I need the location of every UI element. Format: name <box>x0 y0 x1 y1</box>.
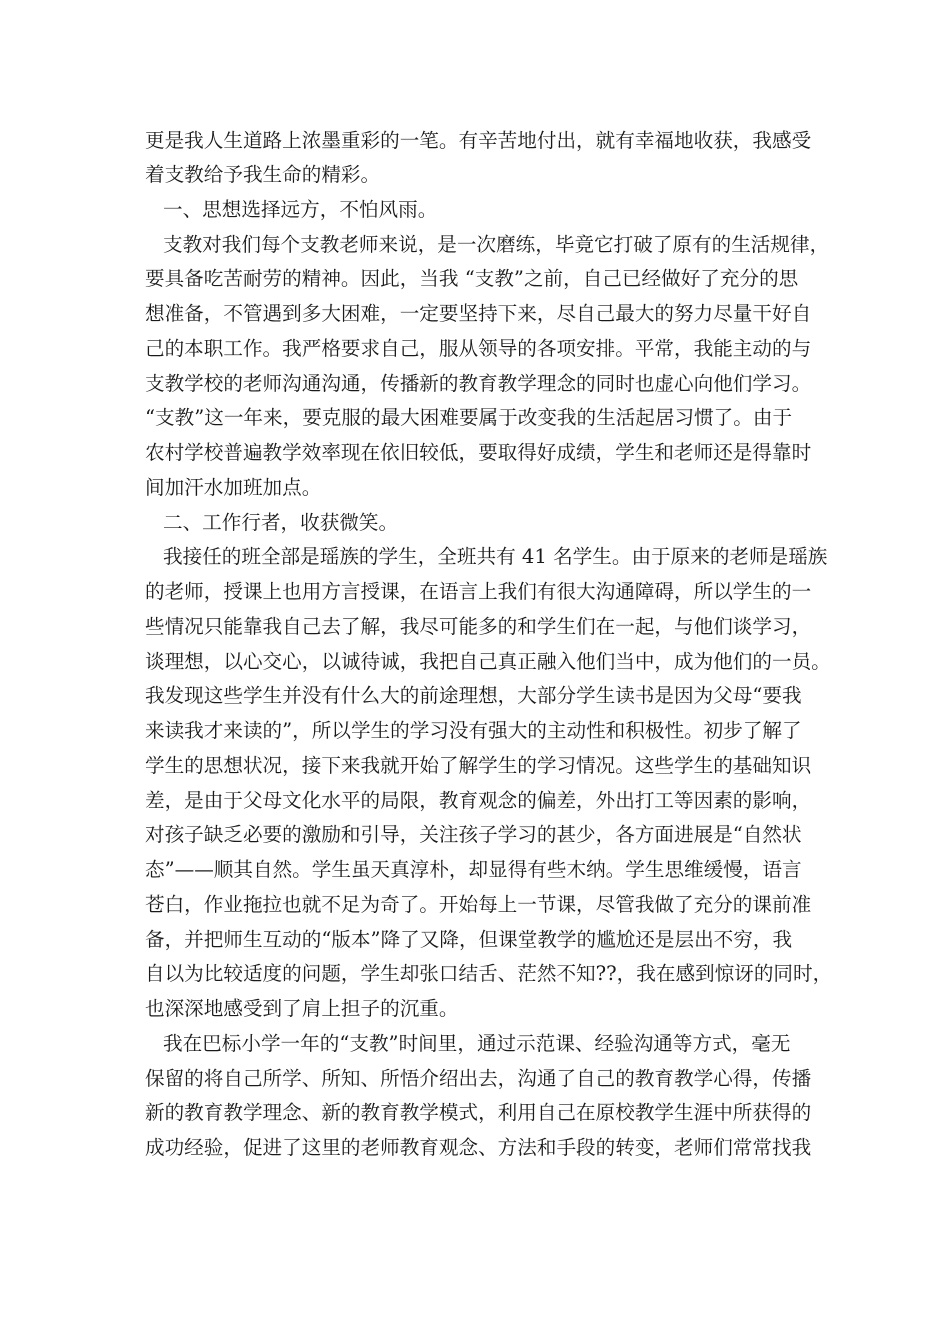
text-line: 我在巴标小学一年的“支教”时间里，通过示范课、经验沟通等方式，毫无 <box>163 1032 791 1055</box>
text-line: 要具备吃苦耐劳的精神。因此，当我 “支教”之前，自己已经做好了充分的思 <box>145 267 799 290</box>
text-line: 的老师，授课上也用方言授课，在语言上我们有很大沟通障碍，所以学生的一 <box>145 580 812 603</box>
text-line: 差，是由于父母文化水平的局限，教育观念的偏差，外出打工等因素的影响， <box>145 789 812 812</box>
text-line: 态”——顺其自然。学生虽天真淳朴，却显得有些木纳。学生思维缓慢，语言 <box>145 858 802 881</box>
text-line: 想准备，不管遇到多大困难，一定要坚持下来，尽自己最大的努力尽量干好自 <box>145 302 812 325</box>
text-line: 我发现这些学生并没有什么大的前途理想，大部分学生读书是因为父母“要我 <box>145 684 802 707</box>
text-line: 农村学校普遍教学效率现在依旧较低，要取得好成绩，学生和老师还是得靠时 <box>145 441 812 464</box>
text-line: 间加汗水加班加点。 <box>145 476 322 499</box>
text-line: 己的本职工作。我严格要求自己，服从领导的各项安排。平常，我能主动的与 <box>145 337 812 360</box>
text-line: 学生的思想状况，接下来我就开始了解学生的学习情况。这些学生的基础知识 <box>145 754 812 777</box>
text-line: 成功经验，促进了这里的老师教育观念、方法和手段的转变，老师们常常找我 <box>145 1136 812 1159</box>
text-line: 更是我人生道路上浓墨重彩的一笔。有辛苦地付出，就有幸福地收获，我感受 <box>145 129 812 152</box>
text-line: 也深深地感受到了肩上担子的沉重。 <box>145 997 459 1020</box>
text-line: 自以为比较适度的问题，学生却张口结舌、茫然不知??，我在感到惊讶的同时， <box>145 962 833 985</box>
text-line: “支教”这一年来，要克服的最大困难要属于改变我的生活起居习惯了。由于 <box>145 406 793 429</box>
text-line: 新的教育教学理念、新的教育教学模式，利用自己在原校教学生涯中所获得的 <box>145 1101 812 1124</box>
text-line: 对孩子缺乏必要的激励和引导，关注孩子学习的甚少，各方面进展是“自然状 <box>145 823 802 846</box>
text-line: 些情况只能靠我自己去了解，我尽可能多的和学生们在一起，与他们谈学习， <box>145 615 812 638</box>
text-line: 支教对我们每个支教老师来说，是一次磨练，毕竟它打破了原有的生活规律， <box>163 233 830 256</box>
text-line: 着支教给予我生命的精彩。 <box>145 163 381 186</box>
text-line: 保留的将自己所学、所知、所悟介绍出去，沟通了自己的教育教学心得，传播 <box>145 1067 812 1090</box>
text-line: 支教学校的老师沟通沟通，传播新的教育教学理念的同时也虚心向他们学习。 <box>145 372 812 395</box>
section-heading: 二、工作行者，收获微笑。 <box>163 511 399 534</box>
text-line: 我接任的班全部是瑶族的学生，全班共有 41 名学生。由于原来的老师是瑶族 <box>163 545 828 568</box>
text-line: 苍白，作业拖拉也就不足为奇了。开始每上一节课，尽管我做了充分的课前准 <box>145 893 812 916</box>
text-line: 谈理想，以心交心，以诚待诚，我把自己真正融入他们当中，成为他们的一员。 <box>145 650 831 673</box>
text-line: 来读我才来读的”，所以学生的学习没有强大的主动性和积极性。初步了解了 <box>145 719 802 742</box>
section-heading: 一、思想选择远方，不怕风雨。 <box>163 198 438 221</box>
text-line: 备，并把师生互动的“版本”降了又降，但课堂教学的尴尬还是层出不穷，我 <box>145 928 793 951</box>
